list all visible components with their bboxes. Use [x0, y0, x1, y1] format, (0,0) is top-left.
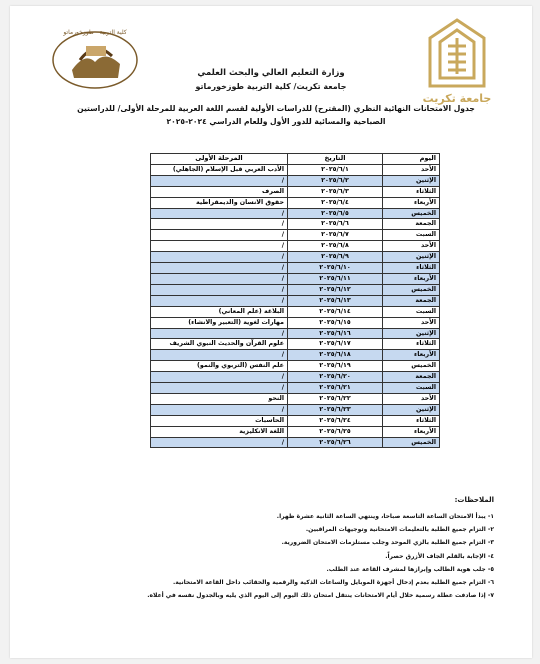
cell-day: الأربعاء — [383, 273, 440, 284]
cell-date: ٢٠٢٥/٦/٢٢ — [288, 393, 383, 404]
document-header — [10, 6, 532, 156]
table-row — [151, 208, 440, 219]
cell-subject: / — [151, 284, 288, 295]
table-header-row — [151, 154, 440, 165]
ministry-name: وزارة التعليم العالي والبحث العلمي — [197, 68, 345, 78]
cell-day: الأربعاء — [383, 197, 440, 208]
notes-section — [80, 496, 494, 602]
cell-day: الخميس — [383, 284, 440, 295]
table-row — [151, 328, 440, 339]
cell-subject: / — [151, 437, 288, 448]
table-row — [151, 350, 440, 361]
cell-date: ٢٠٢٥/٦/١٧ — [288, 339, 383, 350]
cell-subject: / — [151, 175, 288, 186]
cell-day: الجمعة — [383, 372, 440, 383]
cell-subject: مهارات لغوية (التعبير والانشاء) — [151, 317, 288, 328]
table-row — [151, 252, 440, 263]
table-row — [151, 383, 440, 394]
document-page — [10, 6, 532, 658]
cell-subject: / — [151, 350, 288, 361]
cell-day: الإثنين — [383, 175, 440, 186]
table-row — [151, 219, 440, 230]
cell-date: ٢٠٢٥/٦/١٦ — [288, 328, 383, 339]
cell-date: ٢٠٢٥/٦/٣ — [288, 186, 383, 197]
cell-subject: الصرف — [151, 186, 288, 197]
cell-day: الأحد — [383, 241, 440, 252]
cell-subject: / — [151, 328, 288, 339]
cell-date: ٢٠٢٥/٦/١ — [288, 164, 383, 175]
cell-subject: / — [151, 372, 288, 383]
table-row — [151, 437, 440, 448]
cell-subject: / — [151, 263, 288, 274]
cell-day: الثلاثاء — [383, 339, 440, 350]
cell-subject: الأدب العربي قبل الإسلام (الجاهلي) — [151, 164, 288, 175]
cell-day: الأحد — [383, 393, 440, 404]
cell-day: الثلاثاء — [383, 263, 440, 274]
cell-subject: / — [151, 230, 288, 241]
cell-day: الثلاثاء — [383, 415, 440, 426]
cell-subject: / — [151, 208, 288, 219]
cell-day: الخميس — [383, 361, 440, 372]
cell-day: السبت — [383, 306, 440, 317]
cell-day: الجمعة — [383, 295, 440, 306]
cell-subject: / — [151, 219, 288, 230]
cell-date: ٢٠٢٥/٦/٤ — [288, 197, 383, 208]
cell-date: ٢٠٢٥/٦/١٢ — [288, 284, 383, 295]
table-row — [151, 393, 440, 404]
note-item: ٦- التزام جميع الطلبة بعدم إدخال أجهزة الموبايل والساعات الذكية والرقمية والحقائب داخل القاعة الامتحانية. — [173, 579, 494, 587]
cell-subject: النحو — [151, 393, 288, 404]
table-row — [151, 284, 440, 295]
cell-day: السبت — [383, 383, 440, 394]
university-logo — [422, 16, 492, 106]
cell-subject: الحاسبات — [151, 415, 288, 426]
table-row — [151, 230, 440, 241]
note-item: ١- يبدأ الامتحان الساعة التاسعة صباحا، وينتهي الساعة الثانية عشرة ظهرا. — [276, 513, 494, 520]
table-row — [151, 164, 440, 175]
table-row — [151, 273, 440, 284]
cell-day: الإثنين — [383, 404, 440, 415]
cell-day: الثلاثاء — [383, 186, 440, 197]
cell-subject: البلاغة (علم المعاني) — [151, 306, 288, 317]
table-row — [151, 372, 440, 383]
cell-subject: / — [151, 295, 288, 306]
cell-day: السبت — [383, 230, 440, 241]
table-row — [151, 306, 440, 317]
header-date: التاريخ — [288, 154, 383, 165]
cell-subject: حقوق الانسان والديمقراطية — [151, 197, 288, 208]
note-item: ٤- الإجابة بالقلم الجاف الأزرق حصراً. — [385, 552, 494, 560]
cell-day: الإثنين — [383, 252, 440, 263]
cell-subject: / — [151, 273, 288, 284]
cell-date: ٢٠٢٥/٦/٢ — [288, 175, 383, 186]
table-row — [151, 339, 440, 350]
cell-date: ٢٠٢٥/٦/٥ — [288, 208, 383, 219]
notes-title: الملاحظات: — [454, 496, 494, 504]
university-logo-text: جامعة تكريت — [422, 92, 492, 105]
cell-subject: / — [151, 252, 288, 263]
schedule-title-line2: الصباحية والمسائية للدور الأول وللعام الدراسي ٢٠٢٤-٢٠٢٥ — [166, 117, 386, 126]
college-logo-text: كلية التربية - طوزخورماتو — [63, 29, 127, 36]
cell-day: الأربعاء — [383, 426, 440, 437]
cell-date: ٢٠٢٥/٦/٩ — [288, 252, 383, 263]
university-name: جامعة تكريت/ كلية التربية طوزخورماتو — [195, 82, 347, 91]
table-row — [151, 317, 440, 328]
cell-date: ٢٠٢٥/٦/١٣ — [288, 295, 383, 306]
cell-subject: علوم القرآن والحديث النبوي الشريف — [151, 339, 288, 350]
cell-date: ٢٠٢٥/٦/١١ — [288, 273, 383, 284]
table-row — [151, 241, 440, 252]
table-row — [151, 197, 440, 208]
note-item: ٣- التزام جميع الطلبة بالزي الموحد وجلب مستلزمات الامتحان الضرورية. — [281, 539, 494, 547]
cell-date: ٢٠٢٥/٦/٦ — [288, 219, 383, 230]
table-row — [151, 295, 440, 306]
cell-date: ٢٠٢٥/٦/٢٤ — [288, 415, 383, 426]
table-row — [151, 415, 440, 426]
cell-date: ٢٠٢٥/٦/٢١ — [288, 383, 383, 394]
exam-schedule-table — [150, 153, 440, 448]
cell-date: ٢٠٢٥/٦/١٤ — [288, 306, 383, 317]
cell-date: ٢٠٢٥/٦/١٩ — [288, 361, 383, 372]
cell-day: الخميس — [383, 208, 440, 219]
cell-date: ٢٠٢٥/٦/٧ — [288, 230, 383, 241]
table-body — [151, 164, 440, 448]
table-row — [151, 426, 440, 437]
cell-day: الجمعة — [383, 219, 440, 230]
cell-day: الأحد — [383, 317, 440, 328]
table-row — [151, 361, 440, 372]
cell-date: ٢٠٢٥/٦/١٥ — [288, 317, 383, 328]
cell-date: ٢٠٢٥/٦/٢٠ — [288, 372, 383, 383]
schedule-title-line1: جدول الامتحانات النهائية النظري (المقترح) للدراسات الأولية لقسم اللغة العربية للمرحلة الأولى/ للدراستين — [77, 104, 475, 113]
cell-date: ٢٠٢٥/٦/٢٣ — [288, 404, 383, 415]
table-row — [151, 404, 440, 415]
note-item: ٧- إذا صادفت عطلة رسمية خلال أيام الامتحانات ينتقل امتحان ذلك اليوم إلى اليوم الذي يليه وبالجدول نفسه في أعلاه. — [147, 592, 494, 600]
cell-day: الأربعاء — [383, 350, 440, 361]
table-row — [151, 263, 440, 274]
cell-date: ٢٠٢٥/٦/٨ — [288, 241, 383, 252]
note-item: ٢- التزام جميع الطلبة بالتعليمات الامتحانية وتوجيهات المراقبين. — [305, 526, 494, 534]
cell-day: الإثنين — [383, 328, 440, 339]
header-day: اليوم — [383, 154, 440, 165]
cell-date: ٢٠٢٥/٦/١٠ — [288, 263, 383, 274]
table-row — [151, 186, 440, 197]
cell-subject: / — [151, 241, 288, 252]
note-item: ٥- جلب هوية الطالب وإبرازها لمشرف القاعة عند الطلب. — [326, 565, 494, 573]
notes-list — [80, 510, 494, 602]
cell-date: ٢٠٢٥/٦/٢٦ — [288, 437, 383, 448]
cell-subject: / — [151, 404, 288, 415]
cell-day: الأحد — [383, 164, 440, 175]
cell-date: ٢٠٢٥/٦/١٨ — [288, 350, 383, 361]
cell-subject: اللغة الانكليزية — [151, 426, 288, 437]
cell-day: الخميس — [383, 437, 440, 448]
cell-subject: / — [151, 383, 288, 394]
table-row — [151, 175, 440, 186]
header-stage: المرحلة الأولى — [151, 154, 288, 165]
cell-date: ٢٠٢٥/٦/٢٥ — [288, 426, 383, 437]
cell-subject: علم النفس (التربوي والنمو) — [151, 361, 288, 372]
